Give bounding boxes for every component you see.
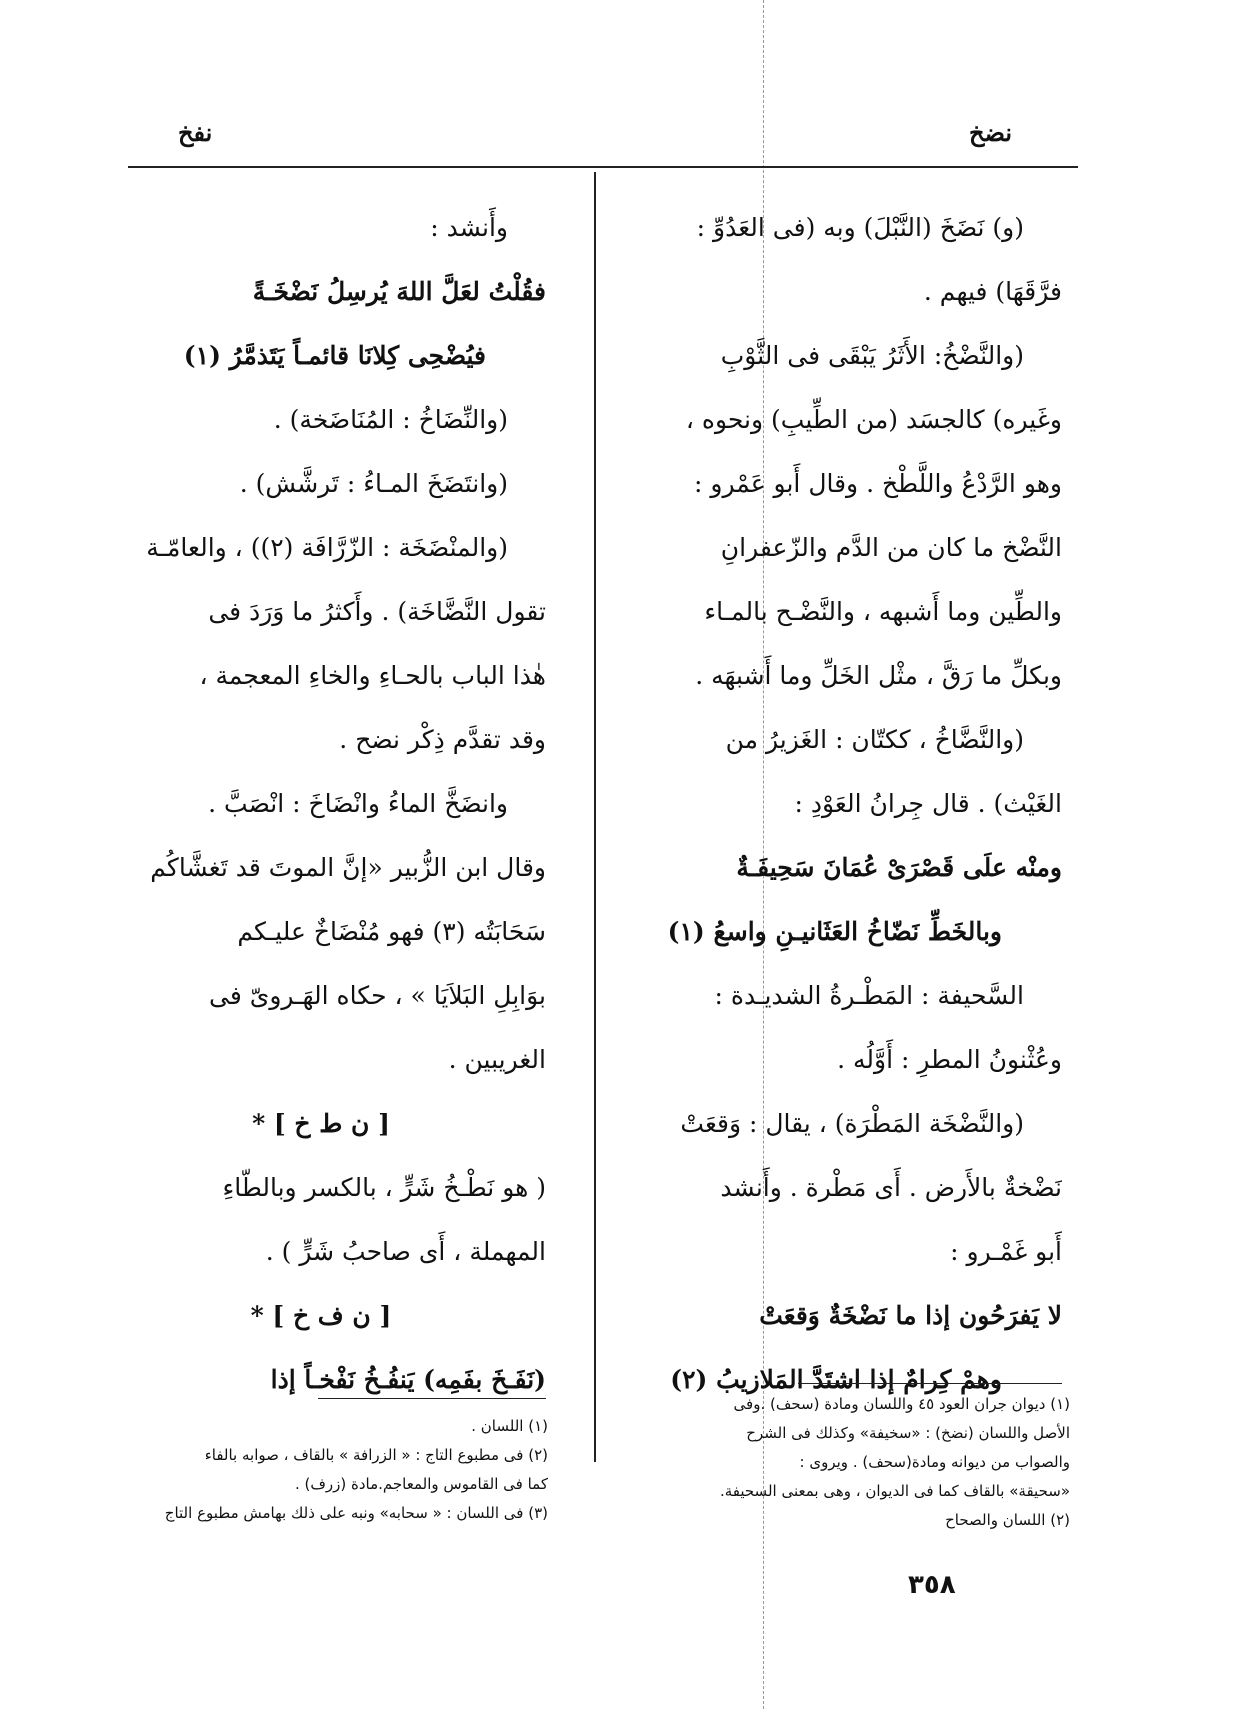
text-line: سَحَابَتُه (٣) فهو مُنْضَاخٌ عليـكم	[237, 917, 546, 946]
text-line: (والنَّضْخَة المَطْرَة) ، يقال : وَقعَتْ	[680, 1109, 1024, 1138]
text-line: (والمنْضَخَة : الزّرَّافَة (٢)) ، والعامّـة	[146, 533, 508, 562]
footnote-line: والصواب من ديوانه ومادة(سحف) . ويروى :	[799, 1453, 1070, 1471]
text-line: فرَّقَهَا) فيهم .	[923, 277, 1062, 306]
text-line: (وانتَضَخَ المـاءُ : تَرشَّش) .	[239, 469, 508, 498]
text-line: (نَفَـخَ بفَمِه) يَنفُـخُ نَفْخـاً إذا	[270, 1365, 546, 1394]
text-line: وغَيره) كالجسَد (من الطِّيبِ) ونحوه ،	[685, 405, 1062, 434]
running-head-right: نضخ	[969, 118, 1012, 147]
root-heading: [ ن ف خ ] *	[250, 1301, 392, 1330]
footnotes-right	[600, 1390, 1070, 1535]
text-line: (و) نَضَخَ (النَّبْلَ) وبه (فى العَدُوِّ :	[696, 213, 1024, 242]
text-line: والطِّين وما أَشبهه ، والنَّضْـح بالمـاء	[704, 597, 1062, 626]
footnote-rule-right	[798, 1383, 1062, 1384]
verse-line: فقُلْتُ لعَلَّ اللهَ يُرسِلُ نَضْخَـةً	[252, 277, 546, 306]
text-line: السَّحيفة : المَطْـرةُ الشديـدة :	[714, 981, 1024, 1010]
text-line: المهملة ، أَى صاحبُ شَرٍّ ) .	[265, 1237, 546, 1266]
footnote-line: «سحيقة» بالقاف كما فى الديوان ، وهى بمعنى السحيفة.	[719, 1482, 1070, 1500]
text-line: هٰذا الباب بالحـاءِ والخاءِ المعجمة ،	[199, 661, 546, 690]
text-line: وبكلِّ ما رَقَّ ، مثْل الخَلِّ وما أَشبهَه .	[695, 661, 1062, 690]
header-rule	[128, 166, 1078, 168]
verse-line: وبالخَطِّ نَضّاخُ العَثَانيـنِ واسعُ (١)	[667, 917, 1002, 946]
column-divider	[594, 172, 596, 1462]
text-line: ( هو نَطْـخُ شَرٍّ ، بالكسر وبالطّاءِ	[222, 1173, 546, 1202]
text-line: (والنَّضْخُ: الأَثَرُ يَبْقَى فى الثَّوْبِ	[720, 341, 1024, 370]
verse-line: فيُضْحِى كِلانَا قائمـاً يَتَذمَّرُ (١)	[183, 341, 486, 370]
verse-line: وهمْ كِرامٌ إذا اشتَدَّ المَلازيبُ (٢)	[670, 1365, 1002, 1394]
text-line: (والنِّضَاخُ : المُنَاضَخة) .	[273, 405, 508, 434]
root-heading: [ ن ط خ ] *	[252, 1109, 390, 1138]
text-line: بوَابِلِ البَلاَيَا » ، حكاه الهَـروىّ فى	[209, 981, 546, 1010]
text-line: تقول النَّضَّاخَة) . وأَكثرُ ما وَرَدَ فى	[208, 597, 546, 626]
footnote-line: (٣) فى اللسان : « سحابه» ونبه على ذلك بهامش مطبوع التاج	[164, 1504, 548, 1522]
text-line: وقد تقدَّم ذِكْر نضح .	[339, 725, 546, 754]
footnote-rule-left	[318, 1398, 546, 1399]
left-column	[96, 196, 546, 1412]
footnote-line: (١) ديوان جران العود ٤٥ واللسان ومادة (سحف) .وفى	[733, 1395, 1070, 1413]
text-line: وعُثْنونُ المطرِ : أَوَّلُه .	[837, 1045, 1062, 1074]
text-line: وقال ابن الزُّبير «إنَّ الموتَ قد تَغشَّاكُم	[150, 853, 546, 882]
text-line: أَبو غَمْـرو :	[950, 1237, 1062, 1266]
text-line: النَّضْخ ما كان من الدَّم والزّعفرانِ	[720, 533, 1062, 562]
text-line: وانضَخَّ الماءُ وانْضَاخَ : انْصَبَّ .	[208, 789, 508, 818]
verse-line: لا يَفرَحُون إذا ما نَضْخَةٌ وَقعَتْ	[759, 1301, 1062, 1330]
text-line: وأَنشد :	[430, 213, 508, 242]
verse-line: ومنْه علَى قَصْرَىْ عُمَانَ سَحِيفَـةٌ	[736, 853, 1062, 882]
running-head-left: نفخ	[178, 118, 213, 147]
footnote-line: (٢) فى مطبوع التاج : « الزرافة » بالقاف ، صوابه بالفاء	[204, 1446, 548, 1464]
right-column	[614, 196, 1062, 1412]
text-line: نَضْخةٌ بالأَرض . أَى مَطْرة . وأَنشد	[720, 1173, 1062, 1202]
footnote-line: (٢) اللسان والصحاح	[945, 1511, 1070, 1529]
page-number: ٣٥٨	[908, 1570, 956, 1600]
footnotes-left	[96, 1412, 548, 1528]
footnote-line: (١) اللسان .	[471, 1417, 548, 1435]
footnote-line: كما فى القاموس والمعاجم.مادة (زرف) .	[294, 1475, 548, 1493]
footnote-line: الأصل واللسان (نضخ) : «سخيفة» وكذلك فى الشرح	[746, 1424, 1070, 1442]
text-line: وهو الرَّدْعُ واللَّطْخ . وقال أَبو عَمْرو :	[694, 469, 1062, 498]
text-line: الغريبين .	[448, 1045, 546, 1074]
text-line: الغَيْث) . قال جِرانُ العَوْدِ :	[794, 789, 1062, 818]
text-line: (والنَّضَّاخُ ، ككتّان : الغَزيرُ من	[725, 725, 1024, 754]
